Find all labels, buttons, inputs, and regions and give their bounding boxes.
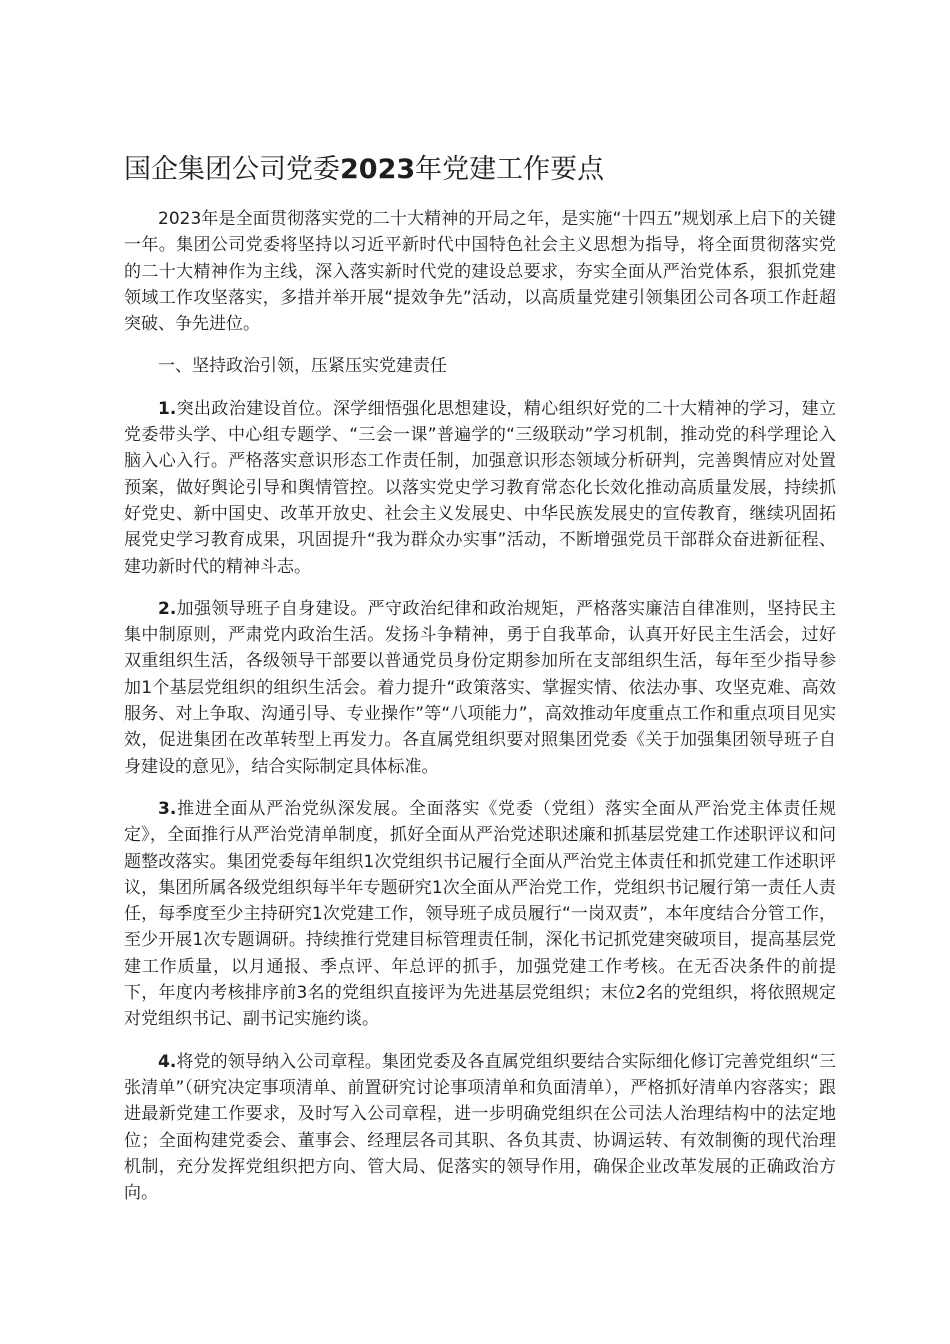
document-page	[124, 150, 836, 1222]
list-item	[124, 1049, 836, 1207]
item-text: 加强领导班子自身建设。严守政治纪律和政治规矩，严格落实廉洁自律准则，坚持民主集中制原则，严肃党内政治生活。发扬斗争精神，勇于自我革命，认真开好民主生活会，过好双重组织生活，各级领导干部要以普通党员身份定期参加所在支部组织生活，每年至少指导参加1个基层党组织的组织生活会。着力提升“政策落实、掌握实情、依法办事、攻坚克难、高效服务、对上争取、沟通引导、专业操作”等“八项能力”，高效推动年度重点工作和重点项目见实效，促进集团在改革转型上再发力。各直属党组织要对照集团党委《关于加强集团领导班子自身建设的意见》，结合实际制定具体标准。	[124, 598, 836, 777]
title-suffix: 年党建工作要点	[415, 154, 605, 185]
item-number: 2.	[158, 598, 177, 619]
section-heading: 一、坚持政治引领，压紧压实党建责任	[158, 356, 447, 377]
list-item	[124, 796, 836, 1033]
item-number: 4.	[158, 1051, 177, 1072]
item-text: 突出政治建设首位。深学细悟强化思想建设，精心组织好党的二十大精神的学习，建立党委带头学、中心组专题学、“三会一课”普遍学的“三级联动”学习机制，推动党的科学理论入脑入心入行。严格落实意识形态工作责任制，加强意识形态领域分析研判，完善舆情应对处置预案，做好舆论引导和舆情管控。以落实党史学习教育常态化长效化推动高质量发展，持续抓好党史、新中国史、改革开放史、社会主义发展史、中华民族发展史的宣传教育，继续巩固拓展党史学习教育成果，巩固提升“我为群众办实事”活动，不断增强党员干部群众奋进新征程、建功新时代的精神斗志。	[124, 398, 836, 577]
item-text: 推进全面从严治党纵深发展。全面落实《党委（党组）落实全面从严治党主体责任规定》，全面推行从严治党清单制度，抓好全面从严治党述职述廉和抓基层党建工作述职评议和问题整改落实。集团党委每年组织1次党组织书记履行全面从严治党主体责任和抓党建工作述职评议，集团所属各级党组织每半年专题研究1次全面从严治党工作，党组织书记履行第一责任人责任，每季度至少主持研究1次党建工作，领导班子成员履行“一岗双责”，本年度结合分管工作，至少开展1次专题调研。持续推行党建目标管理责任制，深化书记抓党建突破项目，提高基层党建工作质量，以月通报、季点评、年总评的抓手，加强党建工作考核。在无否决条件的前提下，年度内考核排序前3名的党组织直接评为先进基层党组织；末位2名的党组织，将依照规定对党组织书记、副书记实施约谈。	[124, 798, 836, 1030]
title-prefix: 国企集团公司党委	[124, 154, 340, 185]
item-text: 将党的领导纳入公司章程。集团党委及各直属党组织要结合实际细化修订完善党组织“三张清单”（研究决定事项清单、前置研究讨论事项清单和负面清单），严格抓好清单内容落实；跟进最新党建工作要求，及时写入公司章程，进一步明确党组织在公司法人治理结构中的法定地位；全面构建党委会、董事会、经理层各司其职、各负其责、协调运转、有效制衡的现代治理机制，充分发挥党组织把方向、管大局、促落实的领导作用，确保企业改革发展的正确政治方向。	[124, 1051, 836, 1204]
intro-paragraph: 2023年是全面贯彻落实党的二十大精神的开局之年，是实施“十四五”规划承上启下的关键一年。集团公司党委将坚持以习近平新时代中国特色社会主义思想为指导，将全面贯彻落实党的二十大精神作为主线，深入落实新时代党的建设总要求，夯实全面从严治党体系，狠抓党建领域工作攻坚落实，多措并举开展“提效争先”活动，以高质量党建引领集团公司各项工作赶超突破、争先进位。	[124, 209, 836, 335]
title-year: 2023	[340, 154, 416, 185]
document-title	[124, 150, 836, 190]
list-item	[124, 596, 836, 780]
list-item	[124, 396, 836, 580]
item-number: 1.	[158, 398, 177, 419]
item-number: 3.	[158, 798, 177, 819]
